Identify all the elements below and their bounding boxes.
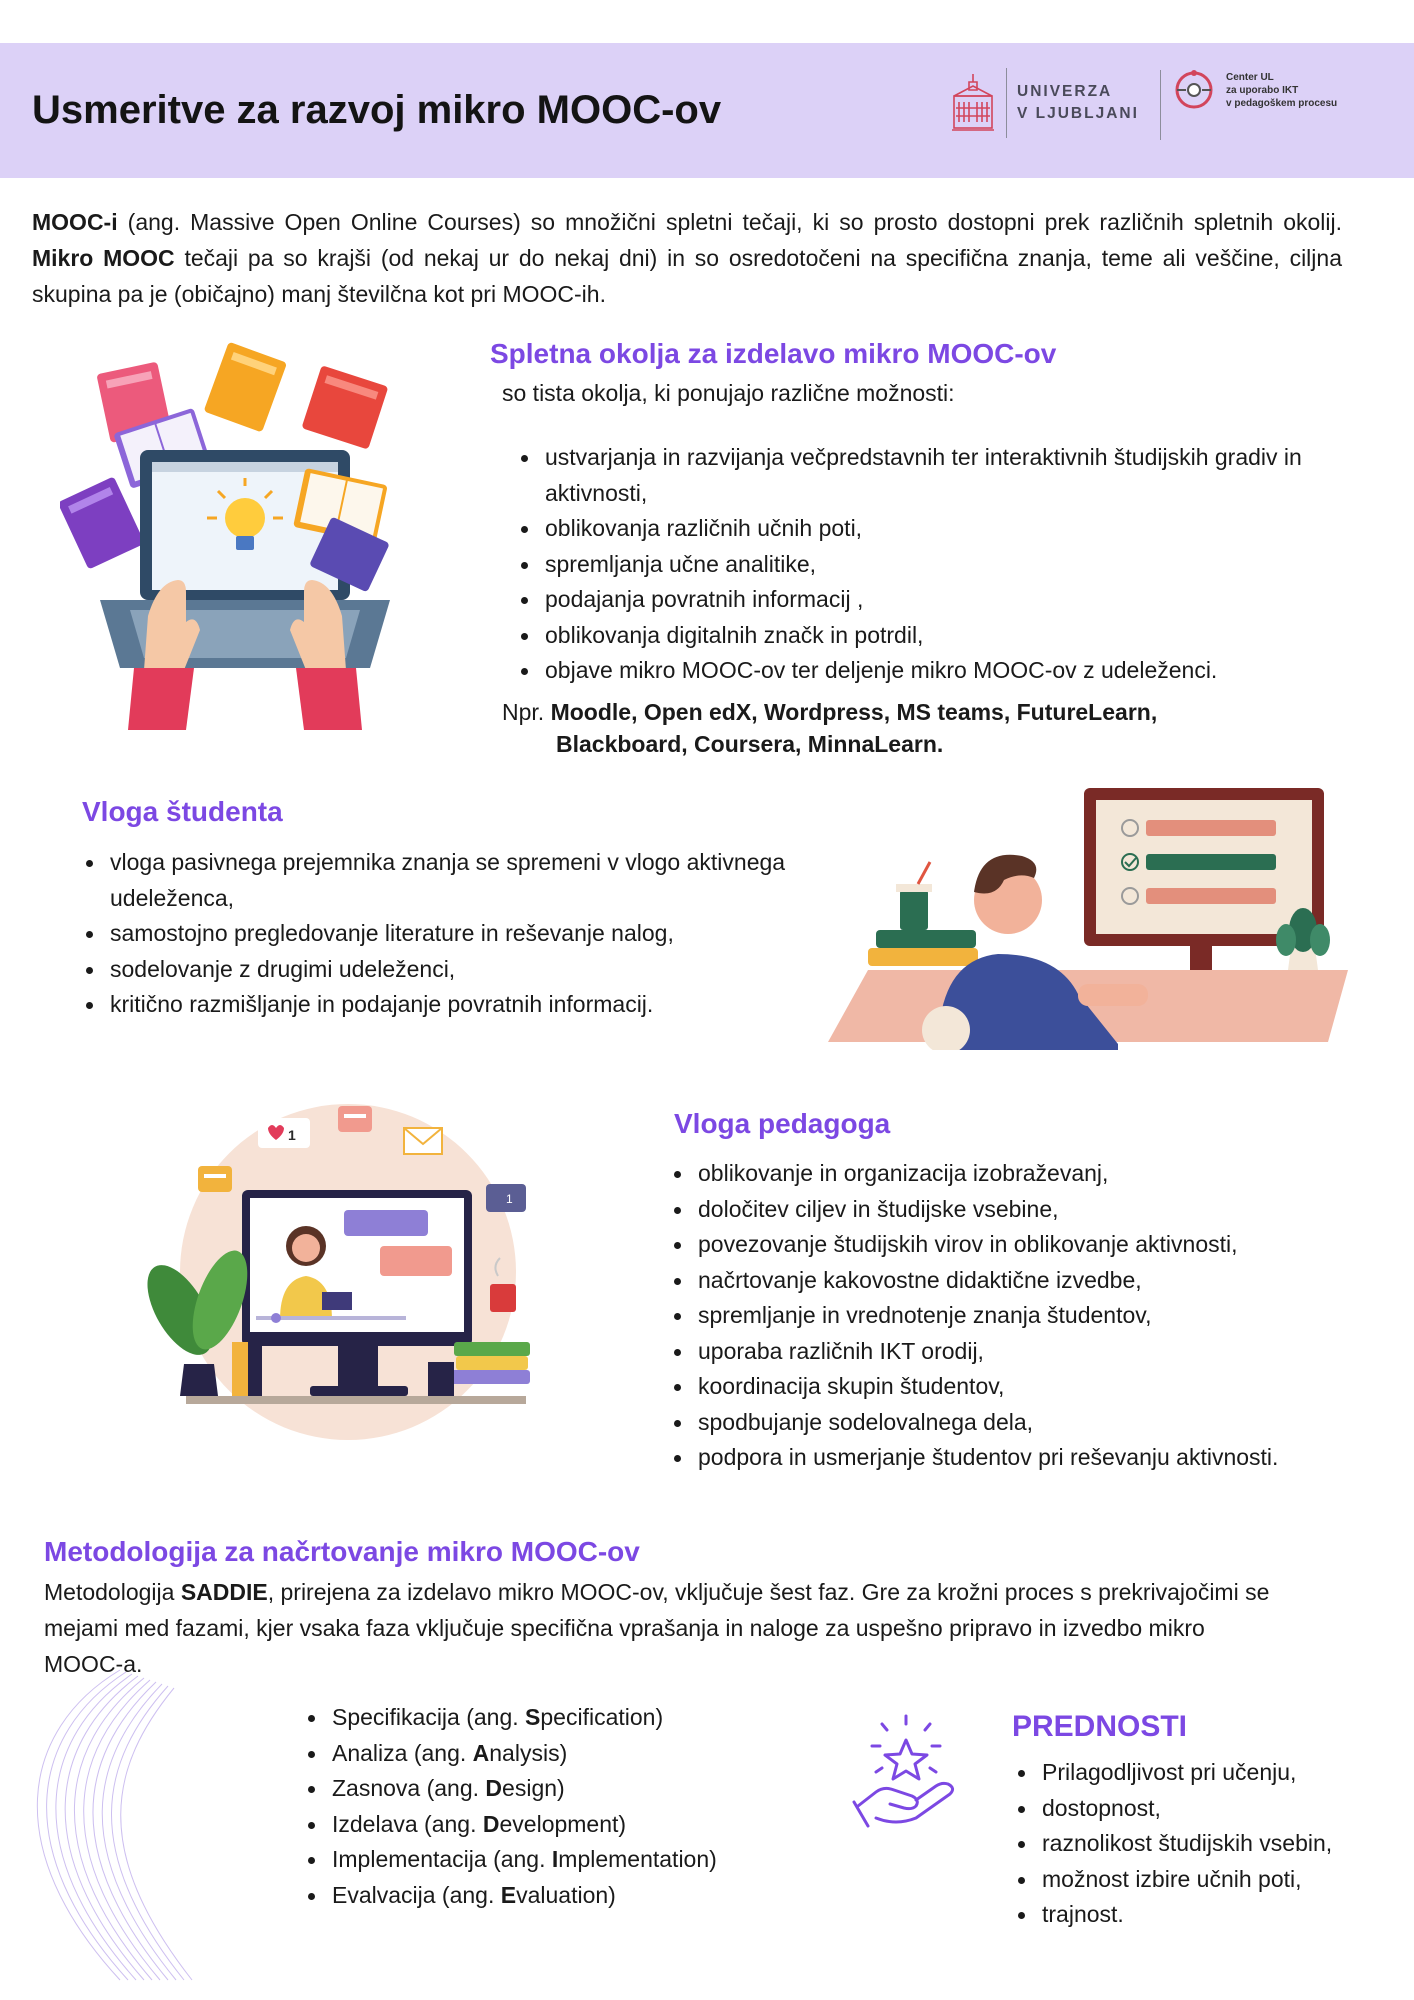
phase-text: mplementation) [558, 1846, 717, 1872]
list-item: oblikovanja različnih učnih poti, [515, 511, 1365, 547]
university-building-icon [950, 72, 996, 134]
monitor-stand [310, 1386, 408, 1396]
intro-text-2: tečaji pa so krajši (od nekaj ur do nekaj dni) in so osredotočeni na specifična znanja, teme ali veščine, ciljna skupina pa je (običajno) manj številčna kot pri MOOC-ih. [32, 245, 1342, 307]
advantages-list [1012, 1755, 1392, 1933]
methodology-paragraph [44, 1574, 1284, 1682]
phase-item [302, 1771, 822, 1807]
list-item: uporaba različnih IKT orodij, [668, 1334, 1388, 1370]
list-item: oblikovanje in organizacija izobraževanj, [668, 1156, 1388, 1192]
examples-line-2: Blackboard, Coursera, MinnaLearn. [556, 731, 944, 757]
intro-term-micro-mooc: Mikro MOOC [32, 245, 175, 271]
message-icon [198, 1166, 232, 1192]
saddie-phases-list [302, 1700, 822, 1913]
examples-line-1: Moodle, Open edX, Wordpress, MS teams, FutureLearn, [550, 699, 1158, 725]
list-item: Prilagodljivost pri učenju, [1012, 1755, 1392, 1791]
student-computer-illustration [828, 780, 1348, 1050]
intro-text-1: (ang. Massive Open Online Courses) so množični spletni tečaji, ki so prosto dostopni prek različnih spletnih okolij. [117, 209, 1342, 235]
center-name-line2: za uporabo IKT [1226, 84, 1299, 96]
decorative-wave-lines [0, 1650, 320, 2000]
phase-text: Zasnova (ang. [332, 1775, 486, 1801]
phase-text: esign) [502, 1775, 565, 1801]
phase-text: evelopment) [499, 1810, 627, 1837]
mail-icon [404, 1128, 442, 1154]
phase-letter: S [525, 1704, 541, 1730]
center-logo [1172, 68, 1337, 112]
phase-text: Implementacija (ang. [332, 1846, 552, 1872]
student-list [80, 845, 800, 1023]
intro-term-mooc: MOOC-i [32, 209, 118, 235]
list-item: kritično razmišljanje in podajanje povratnih informacij. [80, 987, 800, 1023]
logo-divider [1006, 68, 1007, 138]
phase-letter: A [472, 1739, 490, 1766]
environments-heading: Spletna okolja za izdelavo mikro MOOC-ov [490, 338, 1057, 369]
list-item: trajnost. [1012, 1897, 1392, 1933]
advantages-heading: PREDNOSTI [1012, 1710, 1188, 1743]
list-item: podajanja povratnih informacij , [515, 582, 1365, 618]
phase-text: nalysis) [489, 1739, 568, 1766]
intro-paragraph [32, 204, 1342, 312]
book-red [301, 365, 388, 449]
comment-count-icon [486, 1184, 526, 1212]
list-item: povezovanje študijskih virov in oblikovanje aktivnosti, [668, 1227, 1388, 1263]
phase-item [302, 1807, 822, 1843]
teacher-heading: Vloga pedagoga [674, 1108, 891, 1139]
environments-lead: so tista okolja, ki ponujajo različne možnosti: [502, 380, 955, 406]
phase-text: Izdelava (ang. [332, 1810, 483, 1837]
list-item: vloga pasivnega prejemnika znanja se spremeni v vlogo aktivnega udeleženca, [80, 845, 800, 916]
book-orange [204, 342, 288, 433]
binders [232, 1336, 262, 1396]
methodology-heading: Metodologija za načrtovanje mikro MOOC-ov [44, 1536, 640, 1567]
left-sleeve [128, 668, 194, 730]
methodology-text-b: , prirejena za izdelavo mikro MOOC-ov, vključuje šest faz. Gre za krožni proces s prekrivajočimi se mejami med fazami, kjer vsaka faza vključuje specifična vprašanja in naloge za uspešno pripravo in izvedbo mikro MOOC-a. [44, 1579, 1270, 1677]
speech-bubble-2 [380, 1246, 452, 1276]
phase-letter: I [551, 1846, 559, 1872]
examples-prefix: Npr. [502, 699, 551, 725]
list-item: dostopnost, [1012, 1791, 1392, 1827]
list-item: koordinacija skupin študentov, [668, 1369, 1388, 1405]
center-name-line3: v pedagoškem procesu [1226, 97, 1338, 109]
university-name [1017, 81, 1139, 125]
phase-letter: E [500, 1881, 517, 1908]
shelf [186, 1396, 526, 1404]
chat-bubble-icon [338, 1106, 372, 1132]
phase-letter: D [485, 1775, 503, 1801]
phase-text: Analiza (ang. [332, 1739, 473, 1766]
university-name-line1: UNIVERZA [1017, 83, 1113, 100]
list-item: spodbujanje sodelovalnega dela, [668, 1405, 1388, 1441]
phase-item [302, 1736, 822, 1772]
page-title: Usmeritve za razvoj mikro MOOC-ov [32, 88, 722, 132]
comment-count: 1 [506, 1192, 513, 1206]
speech-bubble-1 [344, 1210, 428, 1236]
list-item: načrtovanje kakovostne didaktične izvedbe, [668, 1263, 1388, 1299]
list-item: spremljanje in vrednotenje znanja študentov, [668, 1298, 1388, 1334]
list-item: določitev ciljev in študijske vsebine, [668, 1192, 1388, 1228]
student-heading: Vloga študenta [82, 796, 283, 827]
methodology-text-a: Metodologija [44, 1579, 181, 1605]
book-purple [60, 476, 145, 569]
list-item: ustvarjanja in razvijanja večpredstavnih ter interaktivnih študijskih gradiv in aktivnosti, [515, 440, 1365, 511]
list-item: možnost izbire učnih poti, [1012, 1862, 1392, 1898]
teacher-online-illustration [110, 1080, 570, 1440]
list-item: podpora in usmerjanje študentov pri reševanju aktivnosti. [668, 1440, 1388, 1476]
phase-letter: D [482, 1810, 500, 1837]
heart-count: 1 [288, 1127, 296, 1143]
list-item: spremljanja učne analitike, [515, 547, 1365, 583]
methodology-term-saddie: SADDIE [180, 1579, 268, 1605]
list-item: oblikovanja digitalnih značk in potrdil, [515, 618, 1365, 654]
logo-divider-2 [1160, 70, 1161, 140]
phase-text: valuation) [516, 1881, 616, 1908]
environments-examples [502, 696, 1157, 760]
pen-holder [428, 1362, 454, 1396]
phase-text: pecification) [540, 1704, 664, 1730]
lightbulb-icon [225, 498, 265, 538]
list-item: sodelovanje z drugimi udeleženci, [80, 952, 800, 988]
list-item: objave mikro MOOC-ov ter deljenje mikro MOOC-ov z udeleženci. [515, 653, 1365, 689]
book-stack [868, 930, 978, 966]
ikt-center-icon [1172, 68, 1216, 112]
center-name [1226, 71, 1337, 110]
coffee-cup-icon [896, 862, 932, 930]
book-stack [450, 1342, 530, 1384]
environments-list [515, 440, 1365, 689]
phase-text: Specifikacija (ang. [332, 1704, 526, 1730]
list-item: raznolikost študijskih vsebin, [1012, 1826, 1392, 1862]
star-hand-icon [850, 1706, 962, 1836]
laptop-books-illustration [60, 338, 430, 730]
phase-item [302, 1878, 822, 1914]
phase-item [302, 1842, 822, 1878]
center-name-line1: Center UL [1226, 71, 1274, 83]
right-sleeve [296, 668, 362, 730]
university-name-line2: V LJUBLJANI [1017, 105, 1139, 122]
heart-notification-icon [258, 1118, 310, 1148]
phase-item [302, 1700, 822, 1736]
list-item: samostojno pregledovanje literature in reševanje nalog, [80, 916, 800, 952]
teacher-list [668, 1156, 1388, 1476]
phase-text: Evalvacija (ang. [332, 1881, 501, 1908]
university-logo [950, 68, 1139, 138]
